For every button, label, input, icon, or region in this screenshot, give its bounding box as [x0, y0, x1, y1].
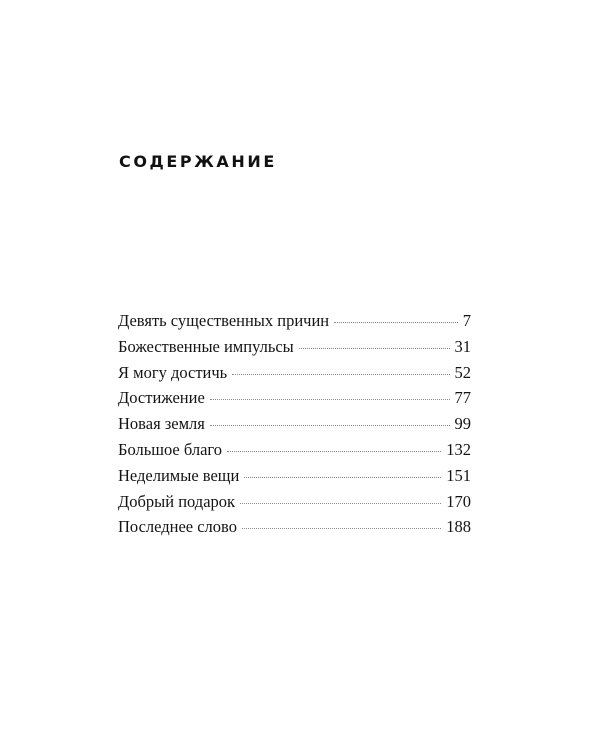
- toc-entry: [118, 465, 471, 491]
- toc-entry-page: 31: [454, 336, 471, 356]
- toc-entry: [118, 387, 471, 413]
- table-of-contents: [118, 310, 471, 542]
- toc-entry-title: Новая земля: [118, 414, 205, 434]
- toc-entry-page: 188: [446, 517, 471, 537]
- toc-entry-title: Неделимые вещи: [118, 465, 240, 485]
- toc-entry-page: 151: [446, 465, 471, 485]
- toc-entry: [118, 310, 471, 336]
- dot-leader: [242, 528, 441, 529]
- toc-entry-page: 7: [462, 311, 471, 330]
- toc-entry: [118, 413, 471, 439]
- toc-entry-page: 77: [454, 388, 471, 408]
- dot-leader: [227, 451, 441, 452]
- toc-entry-title: Я могу достичь: [118, 362, 228, 382]
- toc-entry: [118, 516, 471, 542]
- toc-entry-title: Достижение: [118, 388, 205, 408]
- dot-leader: [240, 503, 441, 504]
- toc-entry-page: 52: [454, 362, 471, 382]
- toc-entry-page: 99: [454, 414, 471, 434]
- dot-leader: [210, 399, 450, 400]
- toc-entry-page: 132: [446, 439, 471, 459]
- toc-entry: [118, 491, 471, 517]
- toc-entry-title: Добрый подарок: [118, 491, 236, 511]
- toc-entry-title: Последнее слово: [118, 517, 237, 537]
- dot-leader: [299, 348, 450, 349]
- toc-entry: [118, 336, 471, 362]
- toc-entry: [118, 362, 471, 388]
- toc-entry-page: 170: [446, 491, 471, 511]
- dot-leader: [334, 322, 458, 323]
- toc-entry-title: Девять существенных причин: [118, 311, 330, 330]
- dot-leader: [210, 425, 450, 426]
- toc-entry-title: Большое благо: [118, 439, 223, 459]
- toc-entry: [118, 439, 471, 465]
- dot-leader: [244, 477, 441, 478]
- contents-heading: СОДЕРЖАНИЕ: [119, 152, 277, 171]
- toc-entry-title: Божественные импульсы: [118, 336, 294, 356]
- dot-leader: [232, 374, 449, 375]
